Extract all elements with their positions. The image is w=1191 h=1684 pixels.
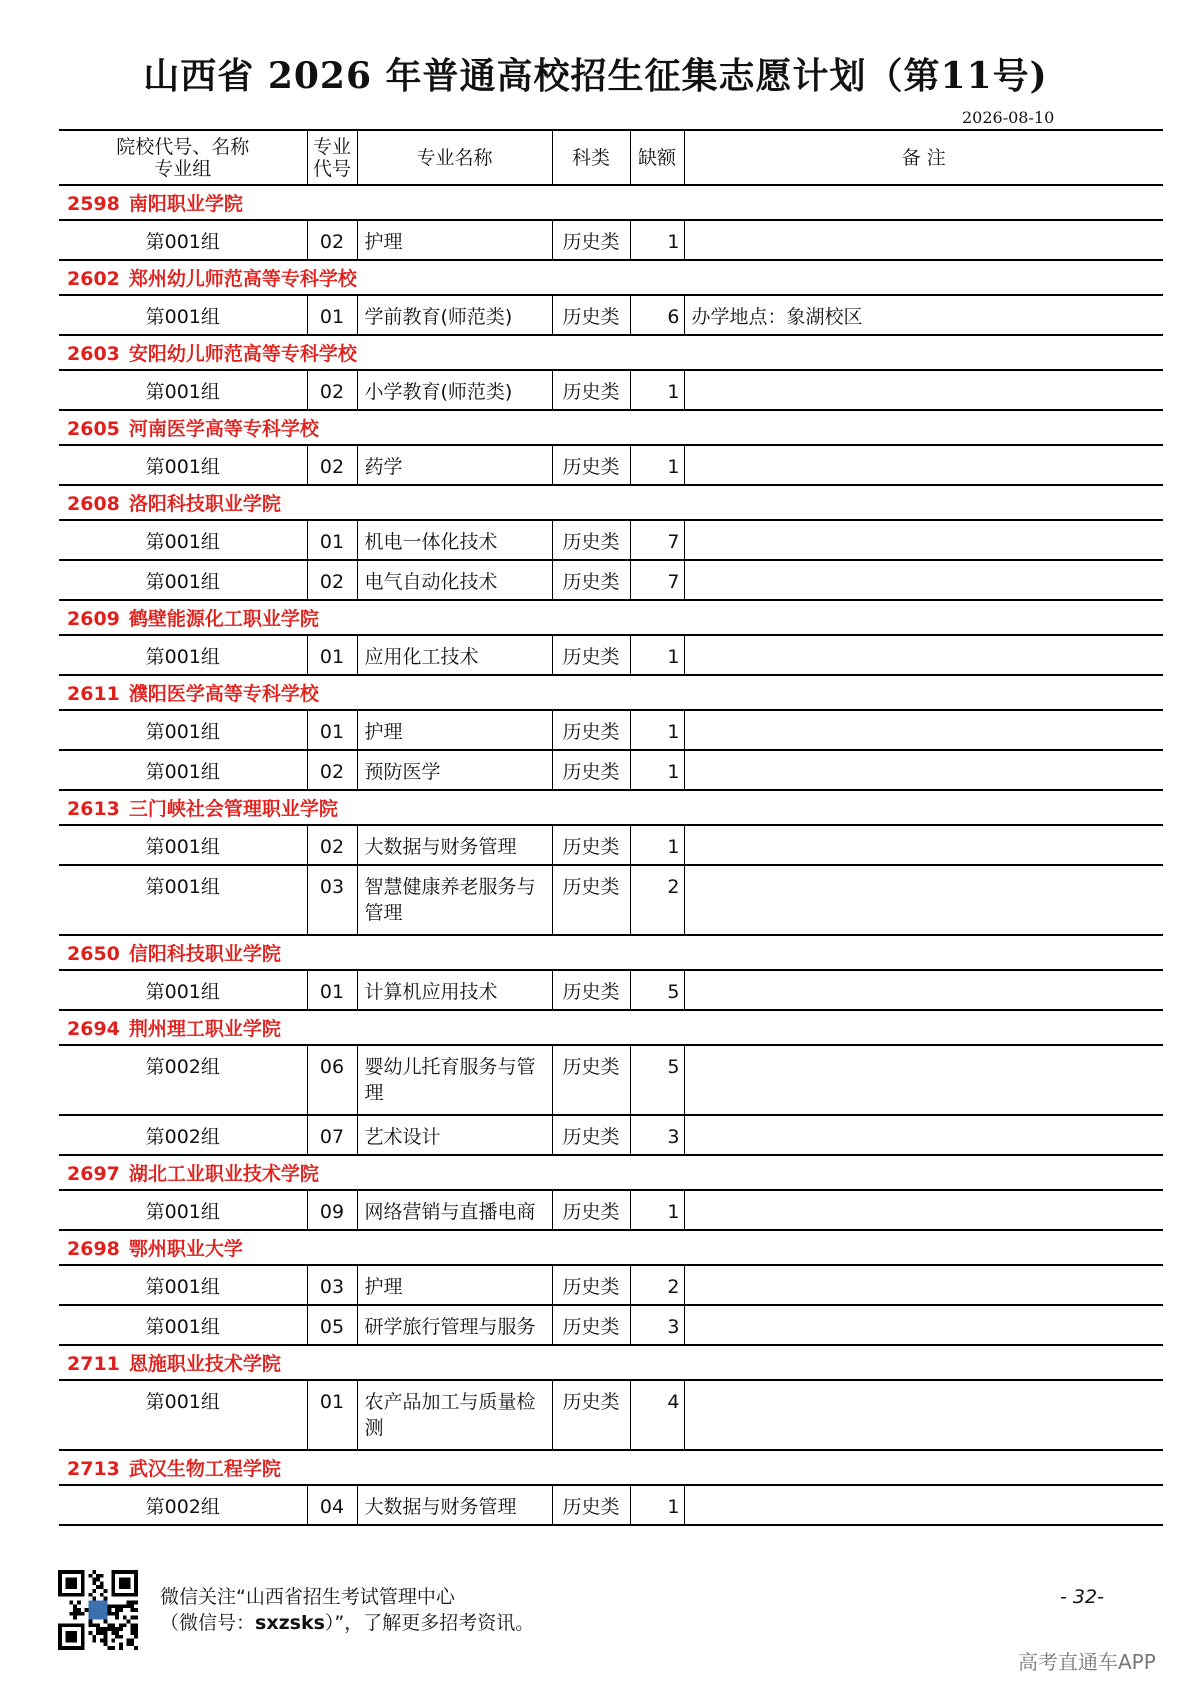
note: [684, 445, 1163, 485]
major-name: 大数据与财务管理: [357, 825, 552, 865]
major-group: 第001组: [59, 1305, 307, 1345]
quota: 1: [630, 1190, 684, 1230]
table-row: [59, 560, 1163, 600]
school-code: 2602: [67, 268, 120, 290]
page-number: - 32-: [1060, 1586, 1104, 1608]
school-header-row: [59, 1345, 1163, 1380]
table-row: [59, 865, 1163, 935]
header-major-name: 专业名称: [357, 130, 552, 185]
quota: 2: [630, 865, 684, 935]
table-header-row: [59, 130, 1163, 185]
major-code: 02: [307, 825, 357, 865]
major-group: 第002组: [59, 1045, 307, 1115]
school-name-cell: [59, 1230, 1163, 1265]
school-code: 2613: [67, 798, 120, 820]
note: [684, 710, 1163, 750]
category: 历史类: [552, 1265, 630, 1305]
school-header-row: [59, 790, 1163, 825]
quota: 3: [630, 1305, 684, 1345]
footer-wechat-notice: [160, 1584, 534, 1636]
major-code: 05: [307, 1305, 357, 1345]
major-group: 第001组: [59, 750, 307, 790]
category: 历史类: [552, 560, 630, 600]
quota: 1: [630, 220, 684, 260]
major-name: 艺术设计: [357, 1115, 552, 1155]
major-name: 婴幼儿托育服务与管理: [357, 1045, 552, 1115]
major-group: 第001组: [59, 370, 307, 410]
school-code: 2609: [67, 608, 120, 630]
major-name: 预防医学: [357, 750, 552, 790]
category: 历史类: [552, 445, 630, 485]
school-header-row: [59, 410, 1163, 445]
table-row: [59, 1265, 1163, 1305]
table-row: [59, 445, 1163, 485]
table-row: [59, 1190, 1163, 1230]
category: 历史类: [552, 1485, 630, 1525]
app-watermark: 高考直通车APP: [1018, 1650, 1156, 1674]
school-name: 郑州幼儿师范高等专科学校: [128, 268, 357, 290]
major-code: 01: [307, 970, 357, 1010]
major-name: 计算机应用技术: [357, 970, 552, 1010]
major-name: 学前教育(师范类): [357, 295, 552, 335]
school-name-cell: [59, 485, 1163, 520]
quota: 4: [630, 1380, 684, 1450]
school-name: 洛阳科技职业学院: [128, 493, 281, 515]
school-header-row: [59, 1230, 1163, 1265]
note: [684, 635, 1163, 675]
table-row: [59, 1115, 1163, 1155]
quota: 3: [630, 1115, 684, 1155]
major-code: 02: [307, 445, 357, 485]
major-group: 第001组: [59, 825, 307, 865]
school-header-row: [59, 935, 1163, 970]
quota: 1: [630, 710, 684, 750]
school-code: 2608: [67, 493, 120, 515]
category: 历史类: [552, 1190, 630, 1230]
note: [684, 220, 1163, 260]
school-name: 三门峡社会管理职业学院: [128, 798, 338, 820]
school-header-row: [59, 1450, 1163, 1485]
quota: 5: [630, 1045, 684, 1115]
major-code: 01: [307, 520, 357, 560]
category: 历史类: [552, 710, 630, 750]
category: 历史类: [552, 1115, 630, 1155]
category: 历史类: [552, 1305, 630, 1345]
major-code: 02: [307, 750, 357, 790]
note: [684, 370, 1163, 410]
school-code: 2650: [67, 943, 120, 965]
note: [684, 1265, 1163, 1305]
category: 历史类: [552, 295, 630, 335]
category: 历史类: [552, 970, 630, 1010]
school-header-row: [59, 185, 1163, 220]
quota: 1: [630, 445, 684, 485]
header-major-code: [307, 130, 357, 185]
table-row: [59, 750, 1163, 790]
major-group: 第001组: [59, 1190, 307, 1230]
major-group: 第001组: [59, 445, 307, 485]
major-name: 智慧健康养老服务与管理: [357, 865, 552, 935]
school-code: 2598: [67, 193, 120, 215]
major-name: 护理: [357, 710, 552, 750]
note: [684, 560, 1163, 600]
school-code: 2611: [67, 683, 120, 705]
category: 历史类: [552, 1045, 630, 1115]
major-name: 药学: [357, 445, 552, 485]
major-code: 01: [307, 710, 357, 750]
school-name: 河南医学高等专科学校: [128, 418, 319, 440]
header-category: 科类: [552, 130, 630, 185]
note: [684, 1115, 1163, 1155]
major-group: 第001组: [59, 520, 307, 560]
school-name-cell: [59, 675, 1163, 710]
quota: 5: [630, 970, 684, 1010]
major-name: 大数据与财务管理: [357, 1485, 552, 1525]
table-row: [59, 635, 1163, 675]
note: [684, 1190, 1163, 1230]
note: [684, 1380, 1163, 1450]
major-name: 小学教育(师范类): [357, 370, 552, 410]
school-name-cell: [59, 600, 1163, 635]
school-name: 安阳幼儿师范高等专科学校: [128, 343, 357, 365]
quota: 1: [630, 635, 684, 675]
school-name: 南阳职业学院: [128, 193, 243, 215]
category: 历史类: [552, 520, 630, 560]
major-code: 01: [307, 1380, 357, 1450]
major-group: 第001组: [59, 1265, 307, 1305]
enrollment-plan-table: [59, 129, 1163, 1526]
quota: 6: [630, 295, 684, 335]
major-code: 02: [307, 560, 357, 600]
school-name: 鄂州职业大学: [128, 1238, 243, 1260]
major-code: 02: [307, 370, 357, 410]
category: 历史类: [552, 750, 630, 790]
major-code: 06: [307, 1045, 357, 1115]
major-name: 农产品加工与质量检测: [357, 1380, 552, 1450]
major-name: 护理: [357, 220, 552, 260]
school-code: 2713: [67, 1458, 120, 1480]
school-name: 鹤壁能源化工职业学院: [128, 608, 319, 630]
quota: 7: [630, 560, 684, 600]
note: 办学地点：象湖校区: [684, 295, 1163, 335]
category: 历史类: [552, 1380, 630, 1450]
quota: 1: [630, 825, 684, 865]
major-code: 09: [307, 1190, 357, 1230]
major-group: 第001组: [59, 1380, 307, 1450]
header-quota: 缺额: [630, 130, 684, 185]
school-header-row: [59, 260, 1163, 295]
school-name: 濮阳医学高等专科学校: [128, 683, 319, 705]
major-group: 第001组: [59, 295, 307, 335]
school-header-row: [59, 485, 1163, 520]
table-row: [59, 220, 1163, 260]
table-row: [59, 1045, 1163, 1115]
note: [684, 750, 1163, 790]
wechat-id: sxzsks: [255, 1612, 325, 1634]
category: 历史类: [552, 220, 630, 260]
table-row: [59, 1485, 1163, 1525]
note: [684, 520, 1163, 560]
category: 历史类: [552, 635, 630, 675]
school-code: 2603: [67, 343, 120, 365]
school-header-row: [59, 1010, 1163, 1045]
table-row: [59, 1380, 1163, 1450]
note: [684, 1045, 1163, 1115]
major-name: 研学旅行管理与服务: [357, 1305, 552, 1345]
major-code: 07: [307, 1115, 357, 1155]
school-name-cell: [59, 260, 1163, 295]
major-code: 01: [307, 295, 357, 335]
school-code: 2697: [67, 1163, 120, 1185]
table-row: [59, 825, 1163, 865]
major-name: 应用化工技术: [357, 635, 552, 675]
major-code: 02: [307, 220, 357, 260]
school-code: 2711: [67, 1353, 120, 1375]
major-group: 第001组: [59, 220, 307, 260]
publish-date: 2026-08-10: [962, 108, 1055, 127]
table-row: [59, 1305, 1163, 1345]
school-name: 荆州理工职业学院: [128, 1018, 281, 1040]
header-code-line1: 专业: [312, 135, 351, 158]
quota: 2: [630, 1265, 684, 1305]
school-header-row: [59, 675, 1163, 710]
header-notes: 备 注: [684, 130, 1163, 185]
school-name-cell: [59, 1450, 1163, 1485]
table-body: [59, 185, 1163, 1525]
school-code: 2698: [67, 1238, 120, 1260]
school-name-cell: [59, 1010, 1163, 1045]
school-header-row: [59, 335, 1163, 370]
table-row: [59, 970, 1163, 1010]
table-row: [59, 520, 1163, 560]
note: [684, 1485, 1163, 1525]
page-title: 山西省 2026 年普通高校招生征集志愿计划（第11号): [143, 55, 1048, 97]
school-name: 湖北工业职业技术学院: [128, 1163, 319, 1185]
header-code-line2: 代号: [312, 157, 351, 180]
school-name-cell: [59, 790, 1163, 825]
school-name: 武汉生物工程学院: [128, 1458, 281, 1480]
school-name: 恩施职业技术学院: [128, 1353, 281, 1375]
footer-line1: 微信关注“山西省招生考试管理中心: [160, 1586, 455, 1608]
major-group: 第002组: [59, 1485, 307, 1525]
major-name: 机电一体化技术: [357, 520, 552, 560]
note: [684, 1305, 1163, 1345]
school-name-cell: [59, 1155, 1163, 1190]
note: [684, 970, 1163, 1010]
major-code: 03: [307, 1265, 357, 1305]
school-name-cell: [59, 185, 1163, 220]
table-row: [59, 710, 1163, 750]
quota: 1: [630, 750, 684, 790]
school-code: 2605: [67, 418, 120, 440]
major-code: 04: [307, 1485, 357, 1525]
major-group: 第001组: [59, 560, 307, 600]
category: 历史类: [552, 865, 630, 935]
major-group: 第001组: [59, 635, 307, 675]
major-group: 第001组: [59, 970, 307, 1010]
table-row: [59, 370, 1163, 410]
note: [684, 825, 1163, 865]
school-name-cell: [59, 410, 1163, 445]
qr-code-image: [58, 1570, 138, 1650]
major-name: 护理: [357, 1265, 552, 1305]
major-group: 第001组: [59, 710, 307, 750]
quota: 1: [630, 1485, 684, 1525]
school-name: 信阳科技职业学院: [128, 943, 281, 965]
category: 历史类: [552, 825, 630, 865]
quota: 1: [630, 370, 684, 410]
major-name: 网络营销与直播电商: [357, 1190, 552, 1230]
quota: 7: [630, 520, 684, 560]
footer-line2-suffix: ）”，了解更多招考资讯。: [324, 1612, 535, 1634]
school-code: 2694: [67, 1018, 120, 1040]
major-group: 第002组: [59, 1115, 307, 1155]
school-header-row: [59, 600, 1163, 635]
table-row: [59, 295, 1163, 335]
school-name-cell: [59, 935, 1163, 970]
school-header-row: [59, 1155, 1163, 1190]
school-name-cell: [59, 1345, 1163, 1380]
header-school-line1: 院校代号、名称: [116, 135, 250, 158]
category: 历史类: [552, 370, 630, 410]
footer-line2: [160, 1610, 534, 1636]
header-school-line2: 专业组: [154, 157, 212, 180]
note: [684, 865, 1163, 935]
major-code: 01: [307, 635, 357, 675]
header-school-group: [59, 130, 307, 185]
footer-line2-prefix: （微信号：: [160, 1612, 256, 1634]
major-name: 电气自动化技术: [357, 560, 552, 600]
school-name-cell: [59, 335, 1163, 370]
major-group: 第001组: [59, 865, 307, 935]
major-code: 03: [307, 865, 357, 935]
